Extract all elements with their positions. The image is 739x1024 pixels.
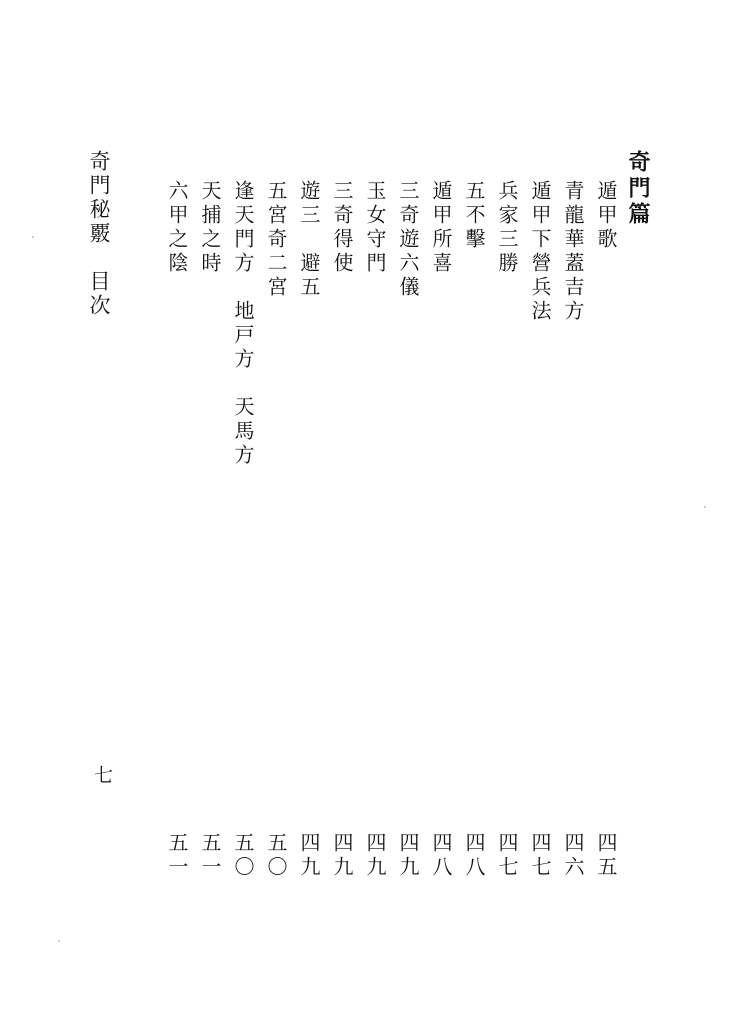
toc-entry-title: 兵家三勝 bbox=[495, 180, 519, 276]
toc-entry-page: 四七 bbox=[528, 832, 552, 880]
toc-entry-title: 六甲之陰 bbox=[165, 180, 189, 276]
toc-entry-title: 五不擊 bbox=[462, 180, 486, 252]
toc-entry-page: 四七 bbox=[495, 832, 519, 880]
toc-entry-title: 玉女守門 bbox=[363, 180, 387, 276]
toc-entry-title: 遊三 避五 bbox=[297, 180, 321, 300]
toc-entry-title: 逢天門方 地戸方 天馬方 bbox=[231, 180, 255, 468]
toc-entry-title: 青龍華蓋吉方 bbox=[561, 180, 585, 324]
toc-entry-page: 四八 bbox=[462, 832, 486, 880]
toc-entry-title: 天捕之時 bbox=[198, 180, 222, 276]
toc-entry-page: 四九 bbox=[396, 832, 420, 880]
toc-entry-page: 四九 bbox=[363, 832, 387, 880]
toc-entry-page: 五〇 bbox=[231, 832, 255, 880]
toc-entry-title: 遁甲所喜 bbox=[429, 180, 453, 276]
toc-entry-title: 遁甲歌 bbox=[594, 180, 618, 252]
toc-entry-page: 五一 bbox=[198, 832, 222, 880]
toc-entry-page: 四五 bbox=[594, 832, 618, 880]
toc-entry-page: 四九 bbox=[330, 832, 354, 880]
scan-speck bbox=[58, 940, 60, 942]
scan-speck bbox=[32, 236, 34, 238]
toc-entry-title: 三奇得使 bbox=[330, 180, 354, 276]
toc-entry-page: 五〇 bbox=[264, 832, 288, 880]
toc-entry-title: 五宮奇二宮 bbox=[264, 180, 288, 300]
toc-entry-page: 四九 bbox=[297, 832, 321, 880]
toc-entry-title: 三奇遊六儀 bbox=[396, 180, 420, 300]
scan-speck bbox=[704, 506, 706, 508]
toc-entry-title: 遁甲下營兵法 bbox=[528, 180, 552, 324]
book-title-header: 奇門秘覈 目次 bbox=[87, 150, 111, 318]
toc-entry-page: 五一 bbox=[165, 832, 189, 880]
page-folio: 七 bbox=[91, 765, 113, 784]
toc-entry-page: 四六 bbox=[561, 832, 585, 880]
toc-entry-page: 四八 bbox=[429, 832, 453, 880]
section-heading: 奇門篇 bbox=[625, 150, 651, 228]
